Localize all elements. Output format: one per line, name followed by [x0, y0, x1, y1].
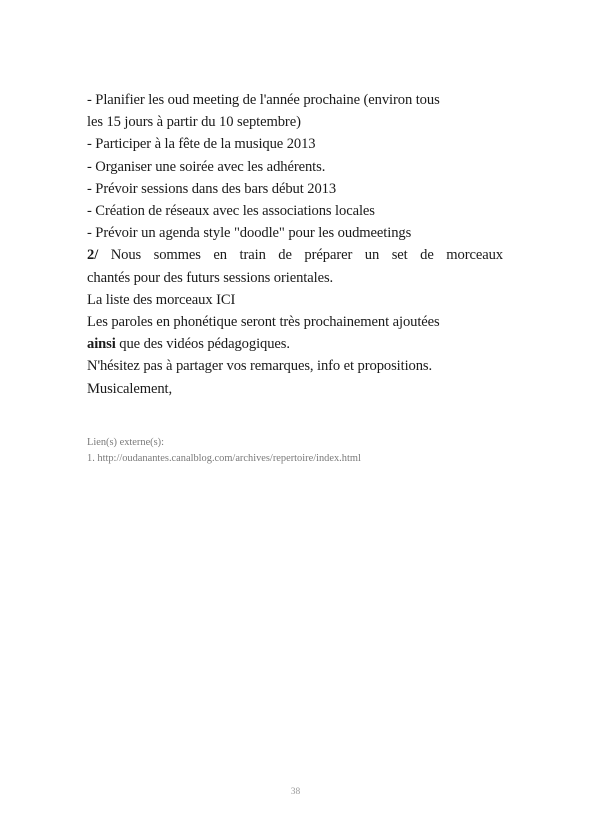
- list-item: - Participer à la fête de la musique 2013: [87, 136, 316, 153]
- bold-word: ainsi: [87, 336, 116, 353]
- list-item: - Planifier les oud meeting de l'année prochaine (environ tous: [87, 92, 440, 108]
- page-number: 38: [290, 787, 301, 797]
- links-heading: Lien(s) externe(s):: [87, 437, 165, 448]
- paragraph-line: N'hésitez pas à partager vos remarques, info et propositions.: [87, 358, 433, 375]
- body-text: [87, 89, 503, 400]
- paragraph-line: Les paroles en phonétique seront très prochainement ajoutées: [87, 314, 440, 331]
- section-number: 2/: [87, 247, 99, 264]
- external-links: [87, 435, 361, 467]
- list-item-continuation: les 15 jours à partir du 10 septembre): [87, 114, 301, 131]
- paragraph-text: que des vidéos pédagogiques.: [115, 336, 290, 353]
- paragraph-line: La liste des morceaux ICI: [87, 291, 236, 308]
- paragraph-line: [87, 244, 503, 266]
- paragraph-line: chantés pour des futurs sessions orientales.: [87, 269, 334, 286]
- closing-line: Musicalement,: [87, 380, 173, 397]
- external-link[interactable]: 1. http://oudanantes.canalblog.com/archives/repertoire/index.html: [87, 453, 361, 464]
- paragraph-line: [87, 333, 503, 355]
- paragraph-text: Nous sommes en train de préparer un set de morceaux: [98, 247, 503, 264]
- list-item: - Prévoir un agenda style "doodle" pour les oudmeetings: [87, 225, 412, 242]
- list-item: - Prévoir sessions dans des bars début 2013: [87, 180, 337, 197]
- list-item: - Organiser une soirée avec les adhérents.: [87, 158, 326, 175]
- list-item: - Création de réseaux avec les associations locales: [87, 203, 375, 220]
